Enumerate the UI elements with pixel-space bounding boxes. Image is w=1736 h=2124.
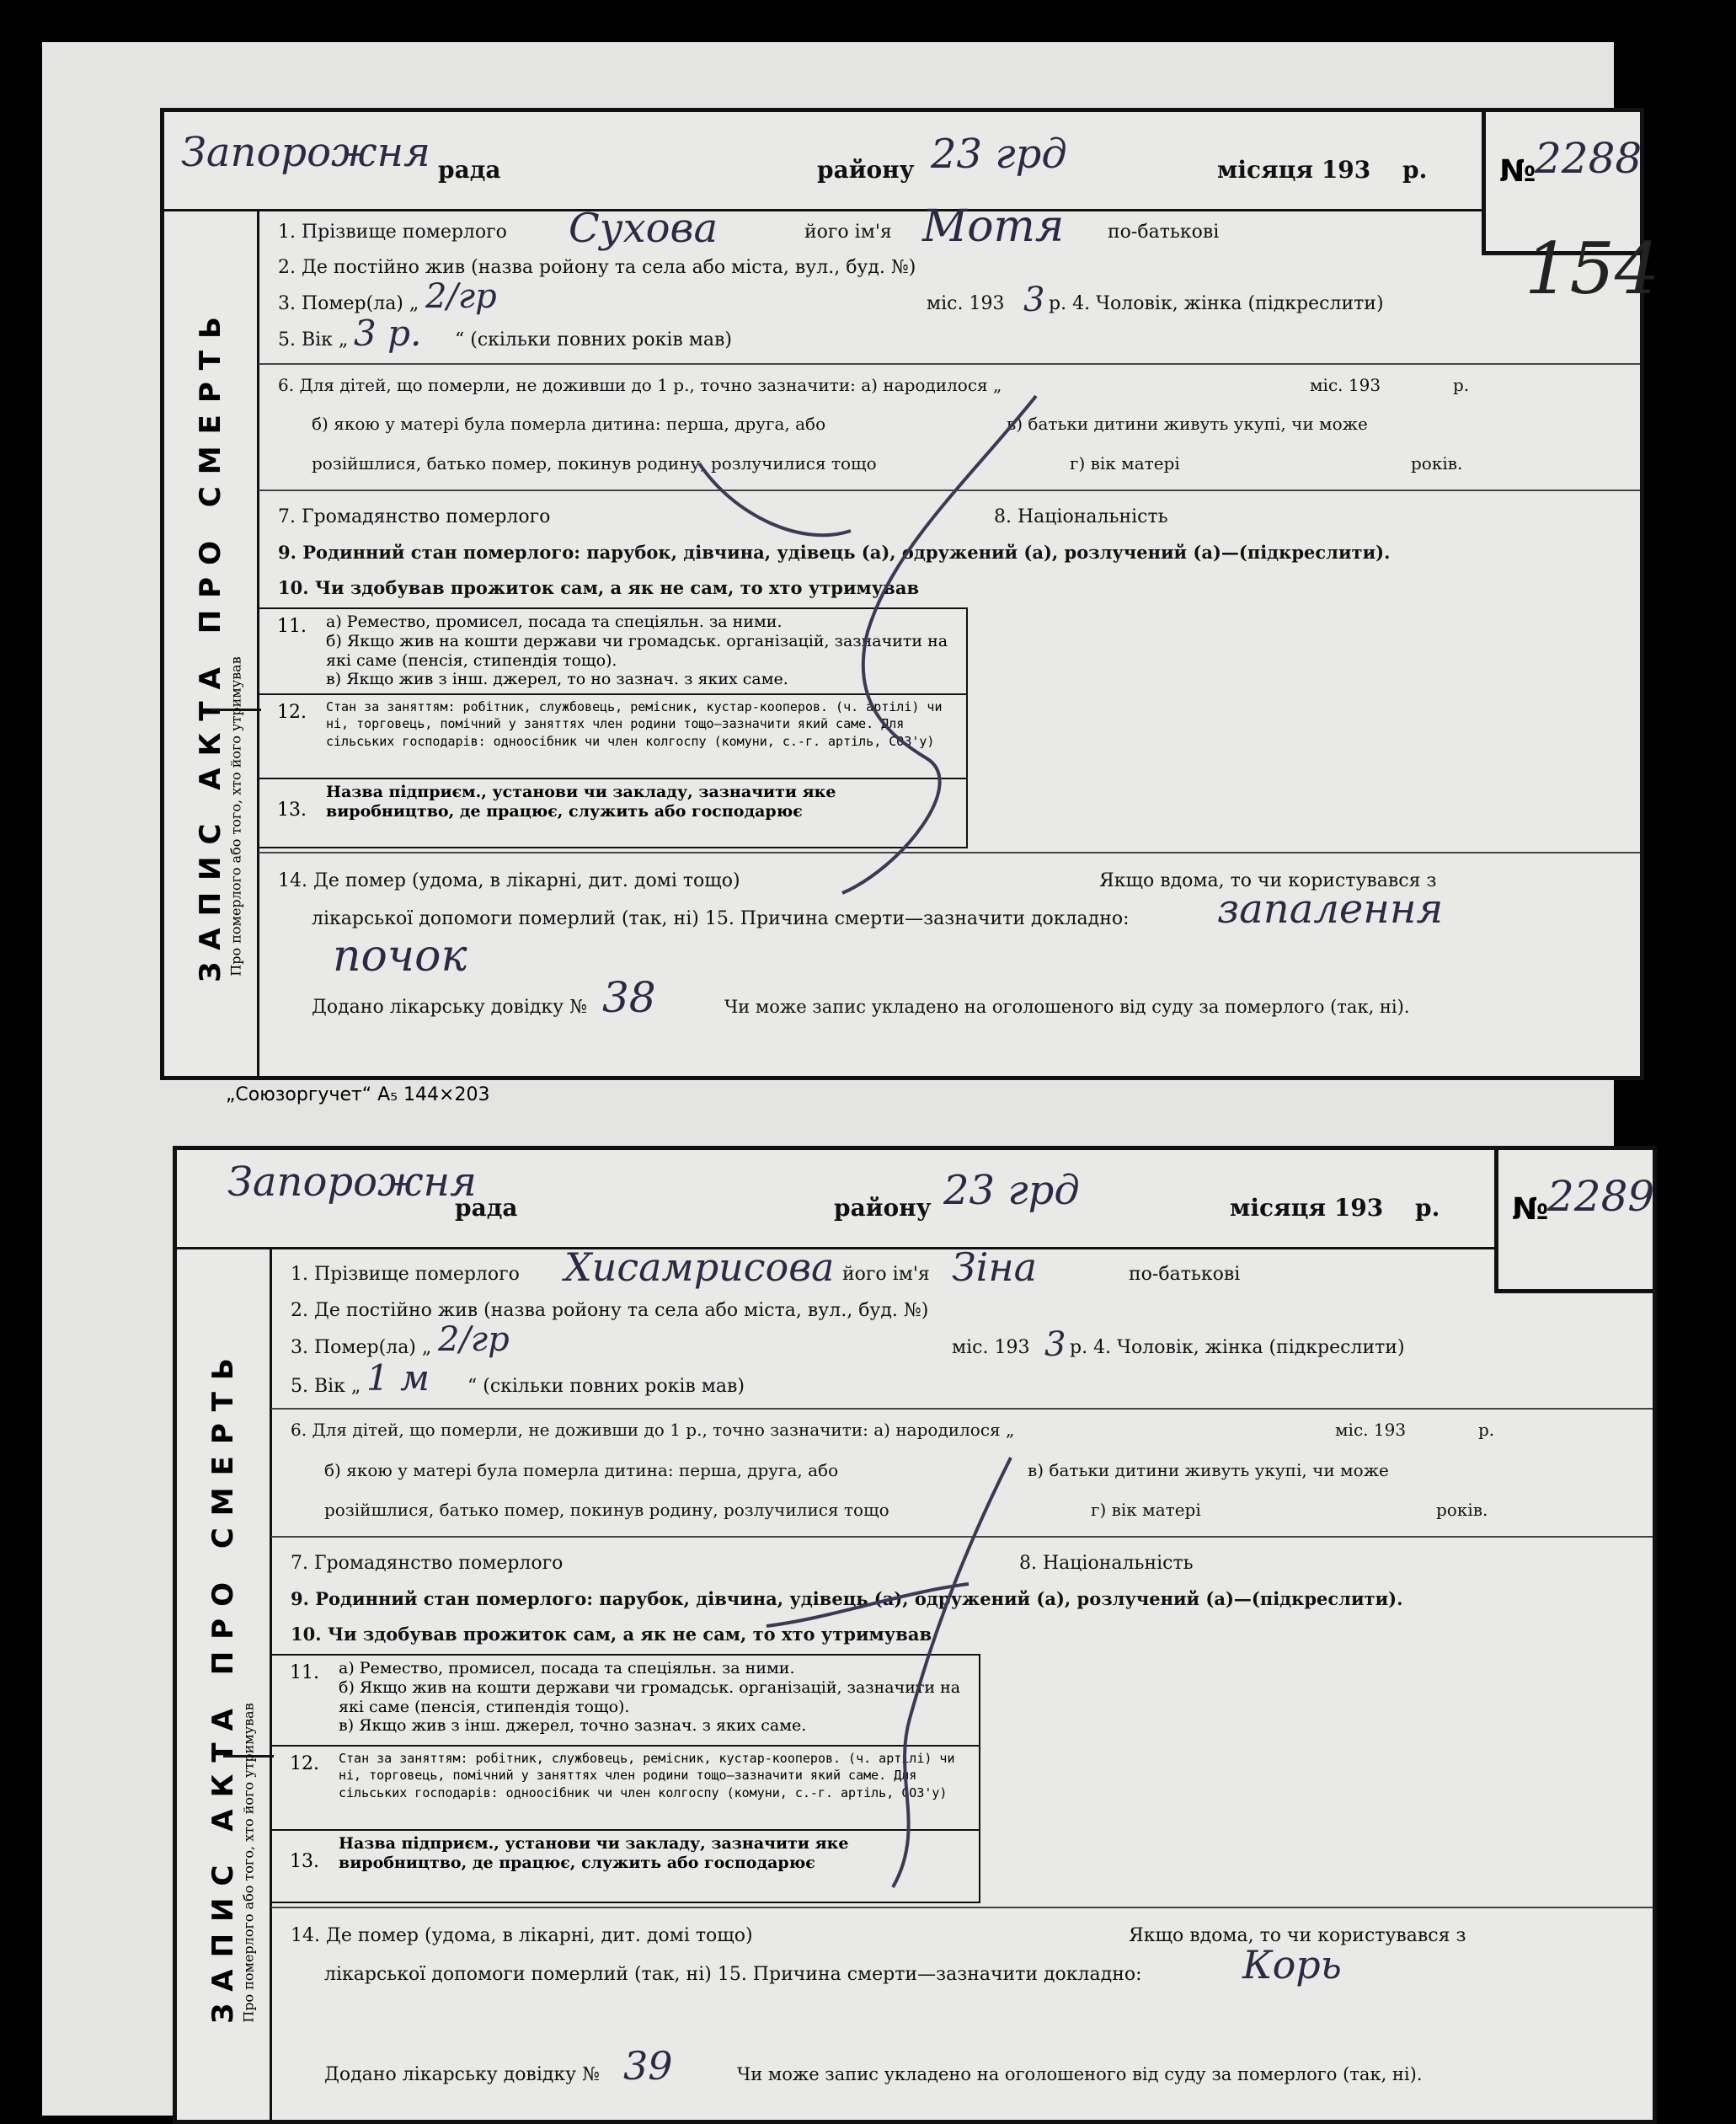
surname-handwritten: Сухова bbox=[569, 205, 718, 252]
record-number-handwritten: 2289 bbox=[1547, 1172, 1655, 1221]
line-16-court: Чи може запис укладено на оголошеного від суду за померлого (так, ні). bbox=[724, 997, 1410, 1017]
row-13 bbox=[271, 1829, 979, 1903]
line-4-sex-label: р. 4. Чоловік, жінка (підкреслити) bbox=[1070, 1337, 1405, 1358]
row-12 bbox=[271, 1745, 979, 1831]
line-3-died-label: 3. Помер(ла) „ bbox=[291, 1337, 432, 1358]
age-handwritten: 3 р. bbox=[354, 313, 422, 354]
line-1-surname-label: 1. Прізвище померлого bbox=[278, 222, 507, 243]
cause-handwritten-2: почок bbox=[333, 931, 467, 982]
line-15-cause: лікарської допомоги померлий (так, ні) 15. Причина смерти—зазначити докладно: bbox=[324, 1964, 1142, 1985]
side-column bbox=[164, 211, 259, 1076]
council-handwritten: Запорожня bbox=[227, 1158, 477, 1206]
line-6b-end: в) батьки дитини живуть укупі, чи може bbox=[1028, 1460, 1389, 1480]
record-number-handwritten: 2288 bbox=[1535, 134, 1643, 183]
line-16-certificate: Додано лікарську довідку № bbox=[324, 2064, 600, 2085]
line-6c: розійшлися, батько помер, покинув родину, розлучилися тощо bbox=[324, 1500, 889, 1520]
line-8-nationality: 8. Національність bbox=[1019, 1553, 1194, 1574]
district-label: району bbox=[834, 1194, 932, 1222]
line-6a-year: р. bbox=[1478, 1420, 1495, 1440]
number-label: № bbox=[1512, 1192, 1549, 1227]
row-12 bbox=[259, 693, 966, 779]
line-6c-mother-age: г) вік матері bbox=[1070, 453, 1180, 473]
line-6b: б) якою у матері була померла дитина: перша, друга, або bbox=[324, 1460, 839, 1480]
row-13-text: Назва підприєм., установи чи закладу, зазначити яке виробництво, де працює, служить або господарює bbox=[339, 1834, 849, 1872]
divider bbox=[271, 1907, 1653, 1908]
line-1-patronymic-label: по-батькові bbox=[1108, 222, 1220, 243]
form-header bbox=[164, 112, 1643, 211]
line-9-marital: 9. Родинний стан померлого: парубок, дівчина, удівець (а), одружений (а), розлучений (а)—(підкреслити). bbox=[278, 542, 1391, 563]
line-14-place: 14. Де помер (удома, в лікарні, дит. домі тощо) bbox=[291, 1925, 753, 1946]
side-subtitle-box bbox=[223, 1703, 274, 2023]
cause-handwritten-1: Корь bbox=[1242, 1942, 1342, 1988]
row-12-number: 12. bbox=[277, 702, 307, 723]
line-6c: розійшлися, батько помер, покинув родину, розлучилися тощо bbox=[312, 453, 877, 473]
month-label: місяця 193 bbox=[1230, 1194, 1384, 1222]
line-14-home: Якщо вдома, то чи користувався з bbox=[1099, 870, 1437, 891]
council-label: рада bbox=[455, 1194, 518, 1222]
side-title: ЗАПИС АКТА ПРО СМЕРТЬ bbox=[194, 305, 227, 982]
council-label: рада bbox=[438, 156, 501, 184]
line-6c-years: років. bbox=[1411, 453, 1463, 473]
certificate-handwritten: 39 bbox=[623, 2043, 673, 2089]
district-handwritten: 23 грд bbox=[943, 1167, 1080, 1214]
certificate-handwritten: 38 bbox=[602, 973, 656, 1022]
line-1-patronymic-label: по-батькові bbox=[1129, 1264, 1241, 1285]
line-3-month-label: міс. 193 bbox=[952, 1337, 1030, 1358]
side-subtitle-box bbox=[211, 656, 261, 976]
line-8-nationality: 8. Національність bbox=[994, 506, 1168, 527]
age-handwritten: 1 м bbox=[366, 1357, 430, 1399]
side-title: ЗАПИС АКТА ПРО СМЕРТЬ bbox=[206, 1346, 240, 2024]
row-13-number: 13. bbox=[290, 1851, 319, 1872]
archival-page bbox=[42, 42, 1660, 2116]
margin-number: 154 bbox=[1525, 227, 1660, 310]
occupation-table bbox=[271, 1654, 980, 1903]
line-7-citizenship: 7. Громадянство померлого bbox=[278, 506, 551, 527]
line-3-month-label: міс. 193 bbox=[927, 293, 1005, 314]
death-day-handwritten: 2/гр bbox=[438, 1320, 510, 1359]
row-11 bbox=[259, 609, 966, 693]
divider bbox=[259, 852, 1640, 853]
row-11-number: 11. bbox=[290, 1662, 319, 1683]
year-suffix: р. bbox=[1402, 156, 1428, 184]
line-1-surname-label: 1. Прізвище померлого bbox=[291, 1264, 520, 1285]
line-3-died-label: 3. Помер(ла) „ bbox=[278, 293, 419, 314]
side-subtitle: Про померлого або того, хто його утримував bbox=[227, 656, 244, 976]
death-year-digit-handwritten: 3 bbox=[1044, 1325, 1066, 1364]
year-suffix: р. bbox=[1415, 1194, 1440, 1222]
line-5-age-suffix: “ (скільки повних років мав) bbox=[467, 1376, 745, 1397]
line-4-sex-label: р. 4. Чоловік, жінка (підкреслити) bbox=[1049, 293, 1384, 314]
line-6a-month: міс. 193 bbox=[1335, 1420, 1407, 1440]
divider bbox=[271, 1536, 1653, 1538]
line-6b-end: в) батьки дитини живуть укупі, чи може bbox=[1007, 414, 1368, 434]
line-6a: 6. Для дітей, що померли, не доживши до 1 р., точно зазначити: а) народилося „ bbox=[278, 375, 1002, 395]
surname-handwritten: Хисамрисова bbox=[564, 1244, 835, 1290]
row-13-number: 13. bbox=[277, 800, 307, 821]
divider bbox=[271, 1408, 1653, 1410]
line-14-home: Якщо вдома, то чи користувався з bbox=[1129, 1925, 1466, 1946]
line-5-age-label: 5. Вік „ bbox=[291, 1376, 361, 1397]
row-11-text: а) Ремество, промисел, посада та спеціяльн. за ними. б) Якщо жив на кошти держави чи громадськ. організацій, зазначити на які саме (пенсія, стипендія тощо). в) Якщо жив з інш. джерел, точно зазнач. з яких саме. bbox=[339, 1659, 961, 1736]
row-12-text: Стан за заняттям: робітник, службовець, ремісник, кустар-кооперов. (ч. артілі) чи ні, торговець, помічний у заняттях член родини тощо—зазначити який саме. Для сільських господарів: одноосібник чи член колгоспу (комуни, с.-г. артіль, СОЗ'у) bbox=[326, 699, 943, 749]
line-6b: б) якою у матері була померла дитина: перша, друга, або bbox=[312, 414, 826, 434]
occupation-table bbox=[259, 607, 968, 848]
death-year-digit-handwritten: 3 bbox=[1023, 281, 1045, 319]
line-9-marital: 9. Родинний стан померлого: парубок, дівчина, удівець (а), одружений (а), розлучений (а)—(підкреслити). bbox=[291, 1588, 1403, 1609]
district-label: району bbox=[817, 156, 915, 184]
line-2-residence: 2. Де постійно жив (назва ройону та села або міста, вул., буд. №) bbox=[291, 1300, 929, 1321]
line-6a-year: р. bbox=[1453, 375, 1470, 395]
divider bbox=[259, 363, 1640, 365]
line-16-certificate: Додано лікарську довідку № bbox=[312, 997, 587, 1018]
month-label: місяця 193 bbox=[1217, 156, 1371, 184]
form-header bbox=[177, 1150, 1653, 1249]
death-day-handwritten: 2/гр bbox=[425, 277, 497, 316]
number-label: № bbox=[1499, 154, 1536, 189]
line-10-livelihood: 10. Чи здобував прожиток сам, а як не сам, то хто утримував bbox=[291, 1624, 932, 1645]
side-column bbox=[177, 1249, 272, 2120]
row-11 bbox=[271, 1656, 979, 1745]
cause-handwritten-1: запалення bbox=[1217, 885, 1444, 933]
record-number-box bbox=[1494, 1146, 1657, 1293]
line-5-age-label: 5. Вік „ bbox=[278, 329, 349, 350]
line-10-livelihood: 10. Чи здобував прожиток сам, а як не сам, то хто утримував bbox=[278, 577, 920, 598]
line-15-cause: лікарської допомоги померлий (так, ні) 15. Причина смерти—зазначити докладно: bbox=[312, 908, 1130, 929]
side-subtitle: Про померлого або того, хто його утримував bbox=[240, 1703, 257, 2023]
divider bbox=[259, 490, 1640, 491]
row-13-text: Назва підприєм., установи чи закладу, зазначити яке виробництво, де працює, служить або господарює bbox=[326, 783, 836, 821]
death-record-form-1 bbox=[160, 108, 1644, 1080]
first-name-handwritten: Зіна bbox=[952, 1244, 1038, 1290]
line-5-age-suffix: “ (скільки повних років мав) bbox=[455, 329, 733, 350]
line-7-citizenship: 7. Громадянство померлого bbox=[291, 1553, 564, 1574]
row-12-number: 12. bbox=[290, 1753, 319, 1774]
district-handwritten: 23 грд bbox=[931, 131, 1067, 178]
council-handwritten: Запорожня bbox=[181, 129, 430, 176]
death-record-form-2 bbox=[173, 1146, 1657, 2124]
row-12-text: Стан за заняттям: робітник, службовець, ремісник, кустар-кооперов. (ч. артілі) чи ні, торговець, помічний у заняттях член родини тощо—зазначити який саме. Для сільських господарів: одноосібник чи член колгоспу (комуни, с.-г. артіль, СОЗ'у) bbox=[339, 1751, 955, 1800]
line-1-name-label: його ім'я bbox=[842, 1264, 930, 1285]
line-2-residence: 2. Де постійно жив (назва ройону та села або міста, вул., буд. №) bbox=[278, 257, 916, 278]
line-16-court: Чи може запис укладено на оголошеного від суду за померлого (так, ні). bbox=[737, 2064, 1423, 2084]
first-name-handwritten: Мотя bbox=[922, 201, 1065, 252]
line-1-name-label: його ім'я bbox=[804, 222, 892, 243]
line-6c-years: років. bbox=[1436, 1500, 1488, 1520]
row-13 bbox=[259, 778, 966, 848]
row-11-text: а) Ремество, промисел, посада та спеціяльн. за ними. б) Якщо жив на кошти держави чи громадськ. організацій, зазначити на які саме (пенсія, стипендія тощо). в) Якщо жив з інш. джерел, то но зазнач. з яких саме. bbox=[326, 613, 948, 689]
line-6c-mother-age: г) вік матері bbox=[1091, 1500, 1201, 1520]
printer-imprint: „Союзоргучет“ А₅ 144×203 bbox=[226, 1084, 490, 1105]
line-6a: 6. Для дітей, що померли, не доживши до 1 р., точно зазначити: а) народилося „ bbox=[291, 1420, 1015, 1440]
row-11-number: 11. bbox=[277, 616, 307, 637]
line-6a-month: міс. 193 bbox=[1310, 375, 1381, 395]
line-14-place: 14. Де помер (удома, в лікарні, дит. домі тощо) bbox=[278, 870, 740, 891]
